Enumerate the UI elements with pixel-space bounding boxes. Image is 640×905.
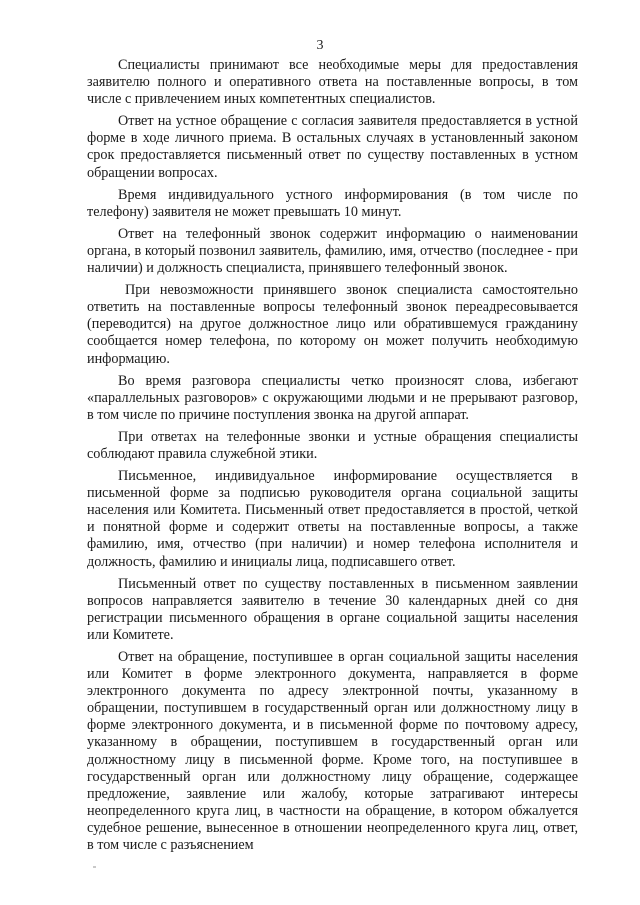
document-body [87,57,578,859]
paragraph-electronic-appeal-answer: Ответ на обращение, поступившее в орган социальной защиты населения или Комитет в форме электронного документа, направляется в форме электронного документа по адресу электронной почты, указанному в обращении, поступившем в государственный орган или должностному лицу в форме электронного документа, и в письменной форме по почтовому адресу, указанному в обращении, поступившем в государственный орган или должностному лицу в письменной форме. Кроме того, на поступившее в государственный орган или должностному лицу обращение, содержащее предложение, заявление или жалобу, которые затрагивают интересы неопределенного круга лиц, в частности на обращение, в котором обжалуется судебное решение, вынесенное в отношении неопределенного круга лиц, ответ, в том числе с разъяснением [87,649,578,854]
paragraph-call-redirect: При невозможности принявшего звонок специалиста самостоятельно ответить на поставленные вопросы телефонный звонок переадресовывается (переводится) на другое должностное лицо или обратившемуся гражданину сообщается номер телефона, по которому он может получить необходимую информацию. [87,282,578,367]
paragraph-oral-informing-time: Время индивидуального устного информирования (в том числе по телефону) заявителя не может превышать 10 минут. [87,186,578,220]
paragraph-oral-appeal-answer: Ответ на устное обращение с согласия заявителя предоставляется в устной форме в ходе личного приема. В остальных случаях в установленный законом срок предоставляется письменный ответ по существу поставленных в устном обращении вопросах. [87,113,578,181]
paragraph-conversation-rules: Во время разговора специалисты четко произносят слова, избегают «параллельных разговоров» с окружающими людьми и не прерывают разговор, в том числе по причине поступления звонка на другой аппарат. [87,372,578,423]
paragraph-written-answer-term: Письменный ответ по существу поставленных в письменном заявлении вопросов направляется заявителю в течение 30 календарных дней со дня регистрации письменного обращения в органе социальной защиты населения или Комитете. [87,575,578,643]
paragraph-service-ethics: При ответах на телефонные звонки и устные обращения специалисты соблюдают правила служебной этики. [87,428,578,462]
scan-speck [93,866,96,868]
paragraph-written-informing: Письменное, индивидуальное информирование осуществляется в письменной форме за подписью руководителя органа социальной защиты населения или Комитета. Письменный ответ предоставляется в простой, четкой и понятной форме и содержит ответы на поставленные вопросы, а также фамилию, имя, отчество (при наличии) и номер телефона исполнителя и должность, фамилию и инициалы лица, подписавшего ответ. [87,468,578,570]
paragraph-specialists-measures: Специалисты принимают все необходимые меры для предоставления заявителю полного и оперативного ответа на поставленные вопросы, в том числе с привлечением иных компетентных специалистов. [87,57,578,108]
paragraph-phone-call-answer: Ответ на телефонный звонок содержит информацию о наименовании органа, в который позвонил заявитель, фамилию, имя, отчество (последнее - при наличии) и должность специалиста, принявшего телефонный звонок. [87,225,578,277]
page-number: 3 [316,38,324,53]
